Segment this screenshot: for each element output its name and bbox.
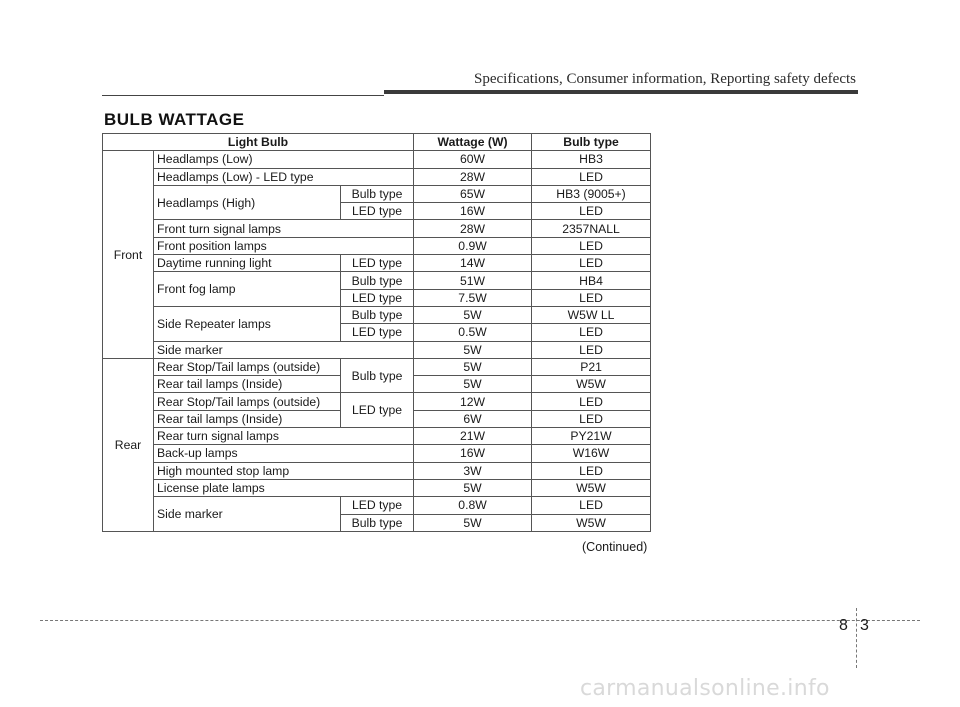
table-row	[103, 306, 651, 323]
table-row	[103, 341, 651, 358]
footer-dashed-rule	[40, 620, 920, 621]
page-number: 3	[860, 617, 869, 634]
row-subtype: Bulb type	[341, 306, 414, 323]
header-light-bulb: Light Bulb	[103, 134, 414, 151]
row-bulb-type: W5W	[532, 376, 651, 393]
row-subtype: Bulb type	[341, 514, 414, 531]
row-name: Headlamps (Low) - LED type	[154, 168, 414, 185]
row-bulb-type: HB4	[532, 272, 651, 289]
row-wattage: 5W	[414, 358, 532, 375]
row-wattage: 3W	[414, 462, 532, 479]
row-bulb-type: LED	[532, 289, 651, 306]
row-bulb-type: W5W	[532, 479, 651, 496]
row-wattage: 21W	[414, 428, 532, 445]
row-bulb-type: LED	[532, 203, 651, 220]
row-subtype: LED type	[341, 393, 414, 428]
row-bulb-type: LED	[532, 497, 651, 514]
row-name: Rear Stop/Tail lamps (outside)	[154, 393, 341, 410]
row-bulb-type: LED	[532, 462, 651, 479]
group-label-front: Front	[103, 151, 154, 359]
row-name: Side Repeater lamps	[154, 306, 341, 341]
row-subtype: LED type	[341, 289, 414, 306]
row-bulb-type: HB3	[532, 151, 651, 168]
row-bulb-type: LED	[532, 168, 651, 185]
row-name: Side marker	[154, 341, 414, 358]
table-header-row	[103, 134, 651, 151]
table-row	[103, 428, 651, 445]
row-wattage: 5W	[414, 376, 532, 393]
table-row	[103, 393, 651, 410]
row-bulb-type: W5W	[532, 514, 651, 531]
row-wattage: 7.5W	[414, 289, 532, 306]
row-wattage: 51W	[414, 272, 532, 289]
row-name: Side marker	[154, 497, 341, 532]
row-name: License plate lamps	[154, 479, 414, 496]
bulb-wattage-table	[102, 133, 651, 532]
table-row	[103, 462, 651, 479]
page-chapter-number: 8	[839, 617, 848, 634]
table-row	[103, 237, 651, 254]
row-bulb-type: LED	[532, 341, 651, 358]
row-bulb-type: LED	[532, 255, 651, 272]
row-name: Headlamps (High)	[154, 185, 341, 220]
table-row	[103, 358, 651, 375]
row-subtype: LED type	[341, 497, 414, 514]
section-title: BULB WATTAGE	[104, 110, 245, 129]
row-bulb-type: LED	[532, 410, 651, 427]
row-subtype: Bulb type	[341, 358, 414, 393]
row-name: Front fog lamp	[154, 272, 341, 307]
row-bulb-type: PY21W	[532, 428, 651, 445]
row-wattage: 60W	[414, 151, 532, 168]
row-name: Rear Stop/Tail lamps (outside)	[154, 358, 341, 375]
row-name: Headlamps (Low)	[154, 151, 414, 168]
row-wattage: 5W	[414, 479, 532, 496]
row-subtype: LED type	[341, 324, 414, 341]
row-wattage: 16W	[414, 203, 532, 220]
row-wattage: 12W	[414, 393, 532, 410]
row-name: Rear tail lamps (Inside)	[154, 376, 341, 393]
row-bulb-type: W5W LL	[532, 306, 651, 323]
row-wattage: 6W	[414, 410, 532, 427]
table-row	[103, 220, 651, 237]
row-name: Daytime running light	[154, 255, 341, 272]
row-bulb-type: HB3 (9005+)	[532, 185, 651, 202]
row-wattage: 0.8W	[414, 497, 532, 514]
header-rule-thick	[384, 90, 858, 94]
row-name: Front position lamps	[154, 237, 414, 254]
row-bulb-type: W16W	[532, 445, 651, 462]
header-bulb-type: Bulb type	[532, 134, 651, 151]
row-subtype: LED type	[341, 203, 414, 220]
table-row	[103, 255, 651, 272]
row-subtype: Bulb type	[341, 185, 414, 202]
row-wattage: 16W	[414, 445, 532, 462]
row-subtype: Bulb type	[341, 272, 414, 289]
table-row	[103, 497, 651, 514]
row-wattage: 5W	[414, 306, 532, 323]
header-rule-thin	[102, 95, 384, 96]
row-bulb-type: LED	[532, 393, 651, 410]
table-row	[103, 168, 651, 185]
running-header: Specifications, Consumer information, Reporting safety defects	[474, 71, 856, 87]
row-wattage: 14W	[414, 255, 532, 272]
page-number-divider	[856, 608, 857, 668]
row-wattage: 28W	[414, 168, 532, 185]
continued-note: (Continued)	[582, 540, 648, 554]
row-bulb-type: P21	[532, 358, 651, 375]
row-bulb-type: LED	[532, 237, 651, 254]
row-bulb-type: 2357NALL	[532, 220, 651, 237]
header-wattage: Wattage (W)	[414, 134, 532, 151]
row-name: Front turn signal lamps	[154, 220, 414, 237]
row-name: Rear tail lamps (Inside)	[154, 410, 341, 427]
row-subtype: LED type	[341, 255, 414, 272]
row-name: High mounted stop lamp	[154, 462, 414, 479]
row-wattage: 0.5W	[414, 324, 532, 341]
row-name: Rear turn signal lamps	[154, 428, 414, 445]
row-bulb-type: LED	[532, 324, 651, 341]
row-wattage: 65W	[414, 185, 532, 202]
table-row	[103, 479, 651, 496]
group-label-rear: Rear	[103, 358, 154, 531]
table-row	[103, 185, 651, 202]
table-row	[103, 445, 651, 462]
row-wattage: 5W	[414, 341, 532, 358]
row-wattage: 0.9W	[414, 237, 532, 254]
row-name: Back-up lamps	[154, 445, 414, 462]
table-row	[103, 272, 651, 289]
row-wattage: 5W	[414, 514, 532, 531]
watermark-text: carmanualsonline.info	[580, 676, 830, 701]
row-wattage: 28W	[414, 220, 532, 237]
table-row	[103, 151, 651, 168]
